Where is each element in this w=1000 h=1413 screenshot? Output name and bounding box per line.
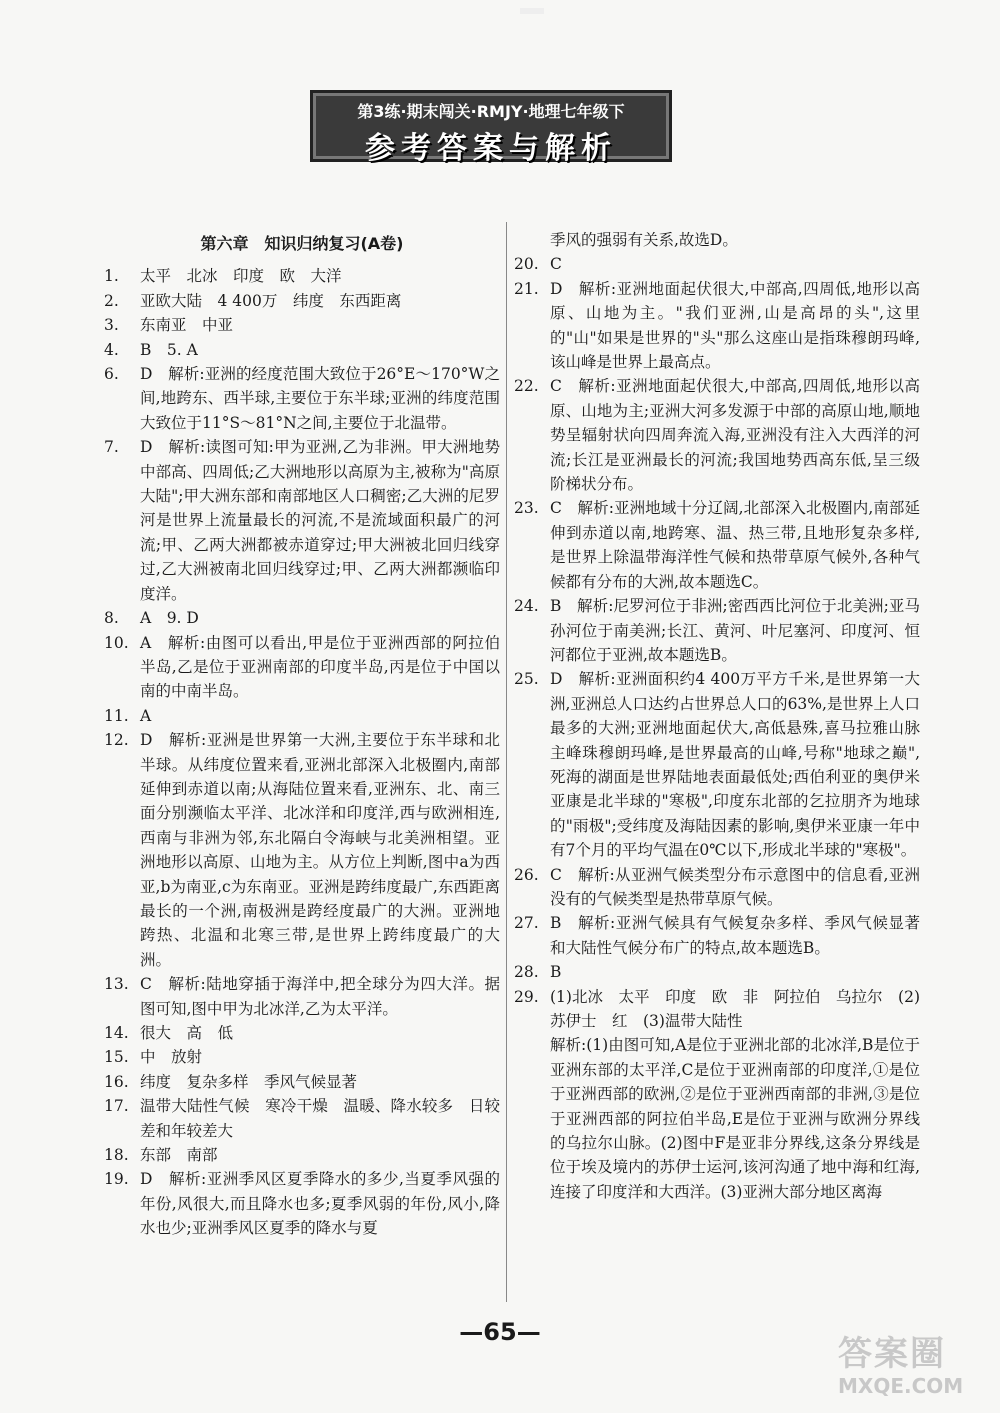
answer-item xyxy=(514,985,920,1034)
answer-item xyxy=(104,1021,500,1045)
answer-text: D 解析:亚洲地面起伏很大,中部高,四周低,地形以高原、山地为主。"我们亚洲,山是高昂的头",这里的"山"如果是世界的"头"那么这座山是指珠穆朗玛峰,该山峰是世界上最高点。 xyxy=(550,279,920,372)
answer-number: 6. xyxy=(104,365,119,384)
answer-number: 18. xyxy=(104,1146,129,1165)
continuation-text: 季风的强弱有关系,故选D。 xyxy=(550,231,738,249)
answer-text: 太平 北冰 印度 欧 大洋 xyxy=(140,267,342,286)
answer-text: C xyxy=(550,255,562,274)
answer-item xyxy=(514,277,920,375)
answer-item xyxy=(514,374,920,496)
page-number: —65— xyxy=(459,1318,541,1346)
answer-text: B 解析:尼罗河位于非洲;密西西比河位于北美洲;亚马孙河位于南美洲;长江、黄河、叶尼塞河、印度河、恒河都位于亚洲,故本题选B。 xyxy=(550,597,920,664)
answer-item xyxy=(104,313,500,337)
scan-mark xyxy=(520,8,544,14)
chapter-title: 第六章 知识归纳复习(A卷) xyxy=(200,234,404,253)
answer-item xyxy=(104,338,500,362)
answer-text: A xyxy=(140,706,152,725)
answer-item xyxy=(104,1143,500,1167)
answer-text: B 解析:亚洲气候具有气候复杂多样、季风气候显著和大陆性气候分布广的特点,故本题选B。 xyxy=(550,914,920,957)
answer-item xyxy=(514,960,920,984)
answer-number: 10. xyxy=(104,633,129,652)
answer-text: C 解析:亚洲地域十分辽阔,北部深入北极圈内,南部延伸到赤道以南,地跨寒、温、热三带,且地形复杂多样,是世界上除温带海洋性气候和热带草原气候外,各种气候都有分布的大洲,故本题选C。 xyxy=(550,499,920,591)
header-banner xyxy=(310,90,672,166)
answer-item xyxy=(104,1045,500,1069)
answer-number: 7. xyxy=(104,438,119,457)
answer-item xyxy=(514,863,920,912)
answer-number: 27. xyxy=(514,914,539,933)
answer-number: 23. xyxy=(514,499,539,518)
answer-item xyxy=(104,289,500,313)
answer-item xyxy=(104,264,500,288)
answer-number: 24. xyxy=(514,597,539,616)
answer-number: 22. xyxy=(514,377,539,396)
header-subtitle: 第3练·期末闯关·RMJY·地理七年级下 xyxy=(357,102,625,121)
answer-number: 2. xyxy=(104,291,119,310)
answer-item xyxy=(104,631,500,704)
answer-item xyxy=(104,704,500,728)
answer-number: 17. xyxy=(104,1097,129,1116)
answer-text: D 解析:亚洲面积约4 400万平方千米,是世界第一大洲,亚洲总人口达约占世界总人口的63%,是世界上人口最多的大洲;亚洲地面起伏大,高低悬殊,喜马拉雅山脉主峰珠穆朗玛峰,是世界最高的山峰,号称"地球之巅",死海的湖面是世界陆地表面最低处;西伯利亚的奥伊米亚康是北半球的"寒极",印度东北部的乞拉朋齐为地球的"雨极";受纬度及海陆因素的影响,奥伊米亚康一年中有7个月的平均气温在0℃以下,形成北半球的"寒极"。 xyxy=(550,670,920,860)
watermark-url: MXQE.COM xyxy=(838,1374,964,1398)
answer-number: 3. xyxy=(104,316,119,335)
answer-text: 亚欧大陆 4 400万 纬度 东西距离 xyxy=(140,291,402,310)
answer-number: 8. xyxy=(104,609,119,628)
answer-text: 东南亚 中亚 xyxy=(140,316,234,335)
answer-text: C 解析:陆地穿插于海洋中,把全球分为四大洋。据图可知,图中甲为北冰洋,乙为太平洋。 xyxy=(140,975,500,1018)
answer-number: 26. xyxy=(514,865,539,884)
answer-item xyxy=(104,1070,500,1094)
answer-text: 很大 高 低 xyxy=(140,1024,234,1042)
answer-number: 21. xyxy=(514,279,539,298)
answer-list-left xyxy=(104,264,500,1240)
answer-item xyxy=(514,594,920,667)
answer-text: 纬度 复杂多样 季风气候显著 xyxy=(140,1072,358,1091)
answer-text: D 解析:亚洲是世界第一大洲,主要位于东半球和北半球。从纬度位置来看,亚洲北部深入北极圈内,南部延伸到赤道以南;从海陆位置来看,亚洲东、北、南三面分别濒临太平洋、北冰洋和印度洋,西与欧洲相连,西南与非洲为邻,东北隔白令海峡与北美洲相望。亚洲地形以高原、山地为主。从方位上判断,图中a为西亚,b为南亚,c为东南亚。亚洲是跨纬度最广,东西距离最长的一个洲,南极洲是跨经度最广的大洲。亚洲地跨热、北温和北寒三带,是世界上跨纬度最广的大洲。 xyxy=(140,731,500,969)
answer-item xyxy=(514,496,920,594)
answer-item xyxy=(104,435,500,606)
answer-item xyxy=(104,1167,500,1240)
answer-text: 中 放射 xyxy=(140,1048,203,1067)
header-title: 参考答案与解析 xyxy=(365,131,617,166)
answer-item xyxy=(104,606,500,630)
answer-item xyxy=(104,972,500,1021)
answer-29-explanation: 解析:(1)由图可知,A是位于亚洲北部的北冰洋,B是位于亚洲东部的太平洋,C是位于亚洲南部的印度洋,①是位于亚洲西部的欧洲,②是位于亚洲西南部的非洲,③是位于亚洲西部的阿拉伯半岛,E是位于亚洲与欧洲分界线的乌拉尔山脉。(2)图中F是亚非分界线,这条分界线是位于埃及境内的苏伊士运河,该河沟通了地中海和红海,连接了印度洋和大西洋。(3)亚洲大部分地区离海 xyxy=(550,1036,920,1201)
column-divider xyxy=(506,222,507,1302)
answer-text: A 9. D xyxy=(140,609,199,628)
answer-number: 13. xyxy=(104,975,129,994)
answer-item xyxy=(514,667,920,862)
answer-number: 4. xyxy=(104,340,119,359)
answer-text: C 解析:从亚洲气候类型分布示意图中的信息看,亚洲没有的气候类型是热带草原气候。 xyxy=(550,865,920,908)
answer-text: D 解析:亚洲季风区夏季降水的多少,当夏季风强的年份,风很大,而且降水也多;夏季风弱的年份,风小,降水也少;亚洲季风区夏季的降水与夏 xyxy=(140,1170,500,1238)
answer-number: 16. xyxy=(104,1072,129,1091)
answer-item xyxy=(104,1094,500,1143)
answer-number: 20. xyxy=(514,255,539,274)
answer-number: 25. xyxy=(514,670,539,689)
answer-number: 19. xyxy=(104,1170,129,1189)
watermark-text: 答案圈 xyxy=(838,1334,946,1374)
left-column xyxy=(104,228,500,1241)
answer-text: D 解析:亚洲的经度范围大致位于26°E～170°W之间,地跨东、西半球,主要位于东半球;亚洲的纬度范围大致位于11°S～81°N之间,主要位于北温带。 xyxy=(140,365,500,432)
answer-text: B 5. A xyxy=(140,340,198,359)
answer-number: 1. xyxy=(104,267,119,286)
answer-item xyxy=(514,911,920,960)
answer-text: A 解析:由图可以看出,甲是位于亚洲西部的阿拉伯半岛,乙是位于亚洲南部的印度半岛,丙是位于中国以南的中南半岛。 xyxy=(140,633,500,701)
answer-number: 28. xyxy=(514,963,539,982)
answer-number: 11. xyxy=(104,706,129,725)
answer-number: 15. xyxy=(104,1048,129,1067)
answer-item xyxy=(104,362,500,435)
answer-item xyxy=(104,728,500,972)
answer-item xyxy=(514,252,920,276)
right-column xyxy=(514,228,920,1204)
answer-text: 东部 南部 xyxy=(140,1146,218,1165)
answer-text: C 解析:亚洲地面起伏很大,中部高,四周低,地形以高原、山地为主;亚洲大河多发源于中部的高原山地,顺地势呈辐射状向四周奔流入海,亚洲没有注入大西洋的河流;长江是亚洲最长的河流;我国地势西高东低,呈三级阶梯状分布。 xyxy=(550,377,920,494)
answer-list-right xyxy=(514,252,920,1033)
answer-number: 29. xyxy=(514,987,539,1006)
answer-number: 12. xyxy=(104,731,129,750)
answer-text: 温带大陆性气候 寒冷干燥 温暖、降水较多 日较差和年较差大 xyxy=(140,1097,500,1140)
answer-number: 14. xyxy=(104,1024,129,1042)
answer-text: D 解析:读图可知:甲为亚洲,乙为非洲。甲大洲地势中部高、四周低;乙大洲地形以高原为主,被称为"高原大陆";甲大洲东部和南部地区人口稠密;乙大洲的尼罗河是世界上流量最长的河流,不是流域面积最广的河流;甲、乙两大洲都被赤道穿过;甲大洲被北回归线穿过,乙大洲被南北回归线穿过;甲、乙两大洲都濒临印度洋。 xyxy=(140,438,500,603)
watermark-logo xyxy=(838,1326,992,1404)
answer-text: B xyxy=(550,963,562,982)
answer-text: (1)北冰 太平 印度 欧 非 阿拉伯 乌拉尔 (2)苏伊士 红 (3)温带大陆性 xyxy=(550,987,920,1030)
